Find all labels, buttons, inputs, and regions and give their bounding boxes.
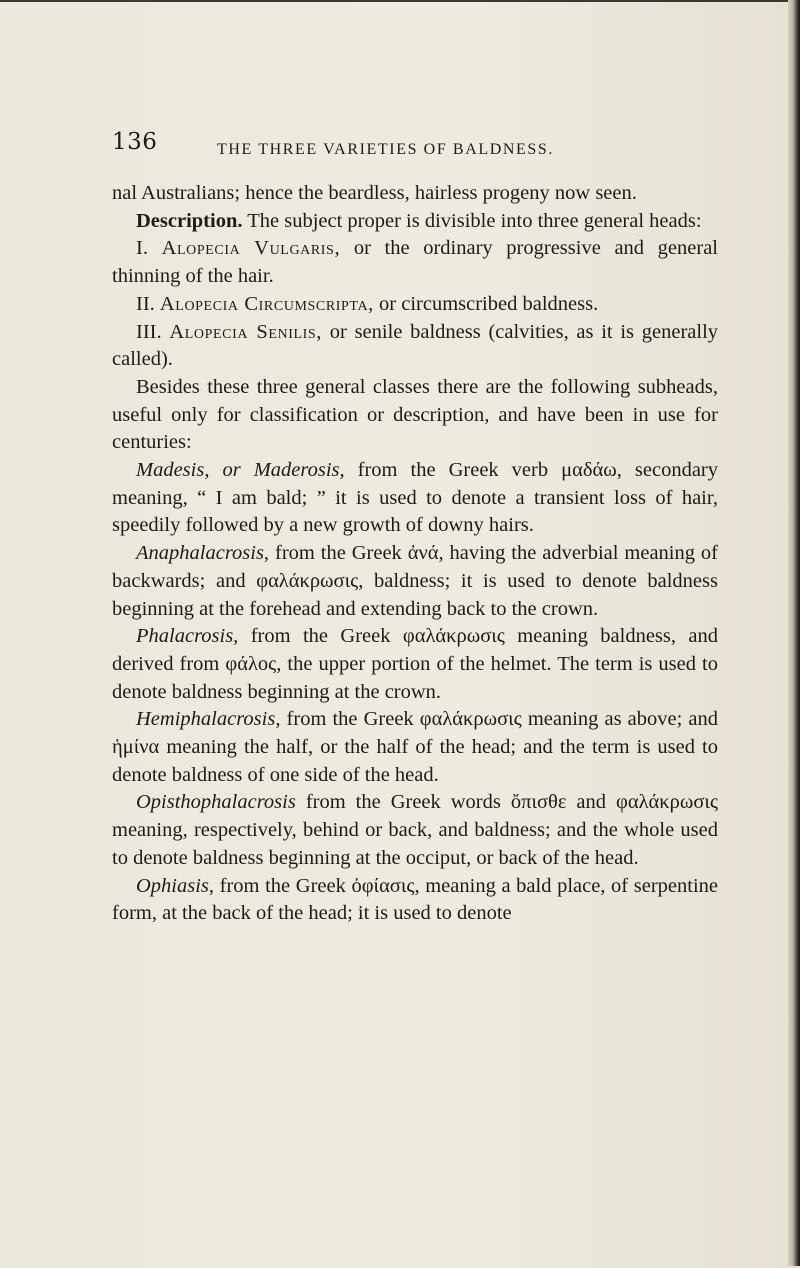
- list-item-circumscripta: [112, 291, 718, 319]
- item-number: III.: [136, 320, 170, 343]
- item-text: or circumscribed baldness.: [373, 292, 599, 315]
- entry-term: Opisthophalacrosis: [136, 791, 296, 814]
- page-body: [112, 180, 718, 928]
- page-header: [0, 129, 790, 165]
- paragraph-continuation: nal Australians; hence the beardless, hairless progeny now seen.: [112, 182, 637, 204]
- item-term: Alopecia Vulgaris,: [161, 237, 341, 260]
- entry-hemiphalacrosis: [112, 706, 718, 789]
- entry-ophiasis: [112, 873, 718, 928]
- entry-text: from the Greek verb μαδάω, secondary meaning, “ I am bald; ” it is used to denote a transient loss of hair, speedily followed by a new growth of downy hairs.: [112, 459, 718, 537]
- entry-term: Madesis, or Maderosis,: [136, 459, 345, 482]
- entry-text: from the Greek φαλάκρωσις meaning as above; and ἡμίνα meaning the half, or the half of the head; and the term is used to denote baldness of one side of the head.: [112, 708, 718, 786]
- paragraph-subheads-intro: Besides these three general classes there are the following subheads, useful only for classification or description, and have been in use for centuries:: [112, 375, 718, 454]
- description-label: Description.: [136, 209, 243, 232]
- paragraph-description: [112, 208, 718, 236]
- description-text: The subject proper is divisible into three general heads:: [242, 209, 702, 232]
- page-edge-shadow: [788, 0, 800, 1266]
- page-number: 136: [112, 129, 158, 155]
- item-text: or senile baldness (calvities, as it is generally called).: [112, 320, 719, 371]
- entry-phalacrosis: [112, 623, 718, 706]
- entry-madesis: [112, 457, 718, 540]
- entry-text: from the Greek φαλάκρωσις meaning baldness, and derived from φάλος, the upper portion of the helmet. The term is used to denote baldness beginning at the crown.: [112, 625, 718, 703]
- entry-text: from the Greek ἀνά, having the adverbial meaning of backwards; and φαλάκρωσις, baldness; it is used to denote baldness beginning at the forehead and extending back to the crown.: [112, 542, 718, 620]
- entry-term: Anaphalacrosis,: [136, 542, 270, 565]
- item-text: or the ordinary progressive and general thinning of the hair.: [112, 237, 718, 288]
- running-title: THE THREE VARIETIES OF BALDNESS.: [217, 141, 554, 158]
- entry-term: Ophiasis,: [136, 874, 215, 897]
- entry-term: Phalacrosis,: [136, 625, 239, 648]
- item-term: Alopecia Circumscripta,: [159, 292, 374, 315]
- list-item-senilis: [112, 319, 718, 374]
- item-number: II.: [136, 292, 160, 315]
- list-item-vulgaris: [112, 235, 718, 290]
- item-number: I.: [136, 237, 162, 260]
- entry-text: from the Greek ὀφίασις, meaning a bald place, of serpentine form, at the back of the head; it is used to denote: [112, 874, 718, 925]
- entry-term: Hemiphalacrosis,: [136, 708, 281, 731]
- entry-anaphalacrosis: [112, 540, 718, 623]
- entry-text: from the Greek words ὄπισθε and φαλάκρωσις meaning, respectively, behind or back, and baldness; and the whole used to denote baldness beginning at the occiput, or back of the head.: [112, 791, 718, 869]
- item-term: Alopecia Senilis,: [169, 320, 323, 343]
- entry-opisthophalacrosis: [112, 789, 718, 872]
